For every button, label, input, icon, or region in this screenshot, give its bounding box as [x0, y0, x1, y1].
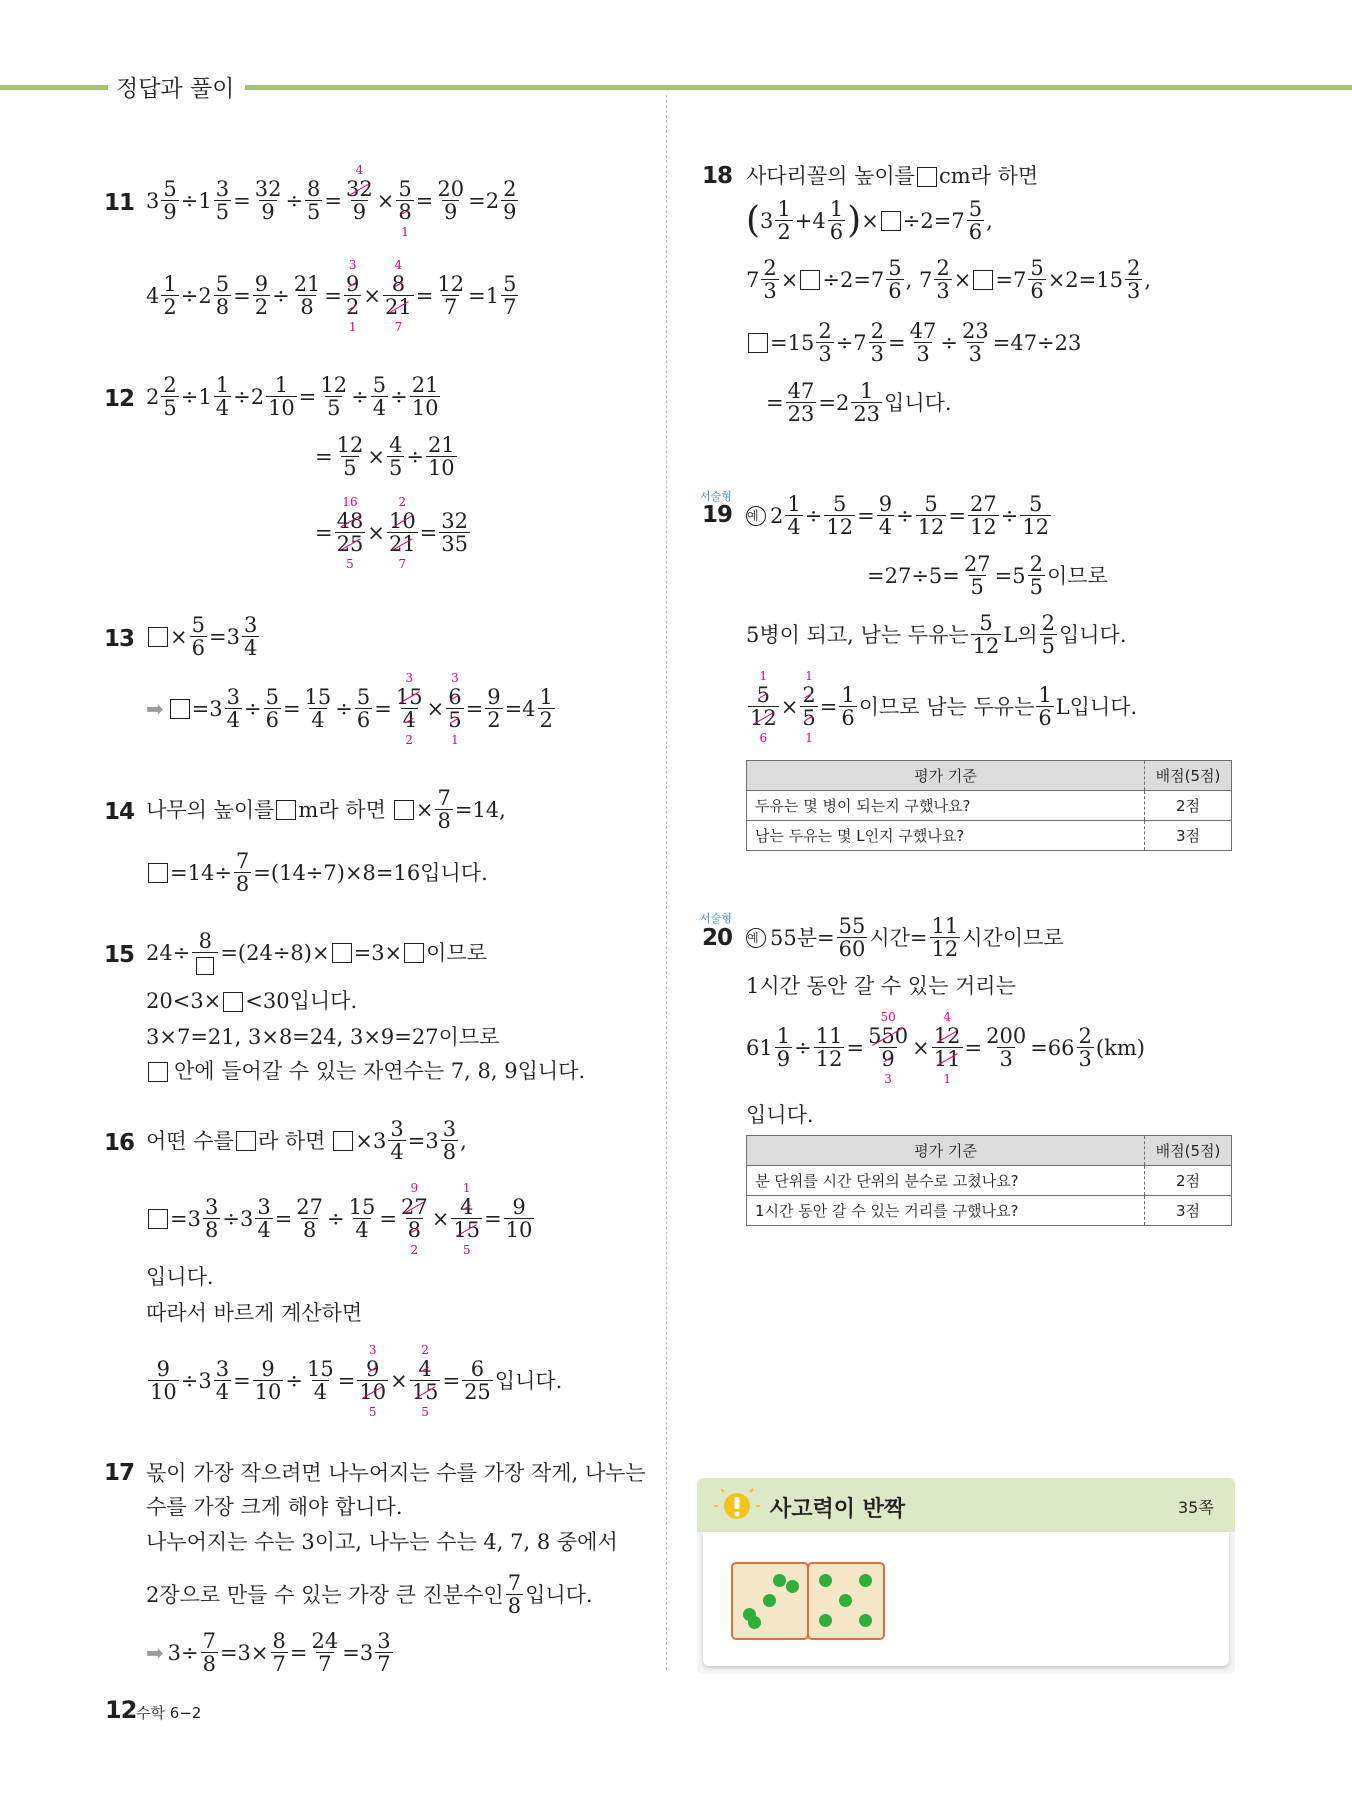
q20-line4: 입니다. [746, 1103, 814, 1127]
q20-line2: 1시간 동안 갈 수 있는 거리는 [746, 974, 1016, 998]
question-number-15: 15 [104, 942, 135, 968]
q15-line3: 3×7=21, 3×8=24, 3×9=27이므로 [146, 1025, 500, 1049]
essay-tag: 서술형 [700, 490, 732, 503]
rubric-header-score: 배점(5점) [1145, 761, 1232, 791]
question-number-16: 16 [104, 1130, 135, 1156]
rubric-score: 2점 [1145, 791, 1232, 821]
rubric-score: 3점 [1145, 1196, 1232, 1226]
q15-line4: 안에 들어갈 수 있는 자연수는 7, 8, 9입니다. [146, 1061, 585, 1082]
q17-line3: 나누어지는 수는 3이고, 나누는 수는 4, 7, 8 중에서 [146, 1530, 618, 1554]
question-number-18: 18 [702, 163, 733, 189]
q11-line1: 3 $\frac{5}{9}$ ÷1 $\frac{3}{5}$ = $\frac{32}{9}$ ÷ $\frac{8}{5}$ = 4 32 9 × 5 8 1 = $\frac{20}{9}$ =2 $\frac{2}{9}$ [146, 163, 517, 239]
q18-line2: ( 3 $\frac{1}{2}$ +4 $\frac{1}{6}$ ) × ÷2=7 $\frac{5}{6}$ , [746, 197, 993, 245]
q16-line3: 입니다. [146, 1265, 214, 1289]
question-number-20: 20 [702, 925, 733, 951]
q13-line1: × $\frac{5}{6}$ =3 $\frac{3}{4}$ [146, 614, 261, 660]
q12-line3: = 16 48 25 5 × 2 10 21 7 = $\frac{32}{35}$ [315, 495, 469, 571]
example-mark: 예 [746, 928, 766, 948]
q20-line3: 61 $\frac{1}{9}$ ÷ $\frac{11}{12}$ = 50 550 9 3 × 4 12 11 1 = $\frac{200}{3}$ =66 $\frac{2}{3}$ (km) [746, 1010, 1145, 1086]
q18-line4: =15 $\frac{2}{3}$ ÷7 $\frac{2}{3}$ = $\frac{47}{3}$ ÷ $\frac{23}{3}$ =47÷23 [746, 320, 1081, 366]
q18-line3: 7 $\frac{2}{3}$ × ÷2=7 $\frac{5}{6}$ , 7 $\frac{2}{3}$ × =7 $\frac{5}{6}$ ×2=15 $\frac{2}{3}$ , [746, 256, 1152, 304]
panel-page-ref: 35쪽 [1178, 1498, 1214, 1517]
q18-line1: 사다리꼴의 높이를 cm라 하면 [746, 164, 1039, 188]
q15-line1: 24÷ 8 =(24÷8)× =3× 이므로 [146, 930, 487, 976]
unknown-box [148, 627, 168, 647]
rubric-table-20 [746, 1135, 1232, 1226]
q14-line1: 나무의 높이를 m라 하면 × $\frac{7}{8}$ =14, [146, 786, 506, 834]
page-title: 정답과 풀이 [116, 76, 235, 102]
page-number: 12 [105, 1696, 137, 1724]
question-number-13: 13 [104, 626, 135, 652]
q16-line2: =3 $\frac{3}{8}$ ÷3 $\frac{3}{4}$ = $\frac{27}{8}$ ÷ $\frac{15}{4}$ = 9 27 8 2 × 1 4 15 5 = $\frac{9}{10}$ [146, 1196, 536, 1242]
rubric-score: 3점 [1145, 821, 1232, 851]
q19-line1: 예 2 $\frac{1}{4}$ ÷ $\frac{5}{12}$ = $\frac{9}{4}$ ÷ $\frac{5}{12}$ = $\frac{27}{12}$ ÷ $\frac{5}{12}$ [747, 492, 1050, 540]
q17-line4: 2장으로 만들 수 있는 가장 큰 진분수인 $\frac{7}{8}$ 입니다. [146, 1571, 593, 1619]
question-number-12: 12 [104, 386, 135, 412]
header-rule-left [0, 85, 108, 90]
die-five-icon [731, 1562, 809, 1640]
arrow-icon: ➡ [146, 696, 164, 721]
q12-line2: = $\frac{12}{5}$ × $\frac{4}{5}$ ÷ $\frac{21}{10}$ [315, 433, 455, 481]
rubric-header-criteria: 평가 기준 [747, 1136, 1145, 1166]
q19-line4: 1 5 12 6 × 1 2 5 1 = $\frac{1}{6}$ 이므로 남는 두유는 $\frac{1}{6}$ L입니다. [750, 669, 1138, 745]
q17-line5: ➡ 3÷ $\frac{7}{8}$ =3× $\frac{8}{7}$ = $\frac{24}{7}$ =3 $\frac{3}{7}$ [146, 1629, 391, 1677]
question-number-19: 19 [702, 502, 733, 528]
q16-line4: 따라서 바르게 계산하면 [146, 1301, 363, 1325]
panel-title: 사고력이 반짝 [770, 1497, 906, 1522]
rubric-row: 두유는 몇 병이 되는지 구했나요? [747, 791, 1145, 821]
q12-line1: 2 $\frac{2}{5}$ ÷1 $\frac{1}{4}$ ÷2 $\frac{1}{10}$ = $\frac{12}{5}$ ÷ $\frac{5}{4}$ ÷ $\frac{21}{10}$ [146, 373, 439, 421]
q19-line2: =27÷5= $\frac{27}{5}$ =5 $\frac{2}{5}$ 이므로 [867, 552, 1108, 600]
rubric-row: 남는 두유는 몇 L인지 구했나요? [747, 821, 1145, 851]
q16-line1: 어떤 수를 라 하면 ×3 $\frac{3}{4}$ =3 $\frac{3}{8}$ , [146, 1117, 467, 1165]
rubric-score: 2점 [1145, 1166, 1232, 1196]
essay-tag: 서술형 [700, 912, 732, 925]
q16-line5: $\frac{9}{10}$ ÷3 $\frac{3}{4}$ = $\frac{9}{10}$ ÷ $\frac{15}{4}$ = 3 9 10 5 × 2 4 15 5 = $\frac{6}{25}$ 입니다. [150, 1343, 563, 1419]
arrow-icon: ➡ [146, 1640, 164, 1665]
die-five-icon [807, 1562, 885, 1640]
q15-line2: 20<3× <30입니다. [146, 989, 358, 1013]
q20-line1: 예 55분= $\frac{55}{60}$ 시간= $\frac{11}{12}$ 시간이므로 [747, 914, 1064, 962]
question-number-11: 11 [104, 190, 135, 216]
rubric-row: 분 단위를 시간 단위의 분수로 고쳤나요? [747, 1166, 1145, 1196]
rubric-header-score: 배점(5점) [1145, 1136, 1232, 1166]
subject-label: 수학 6−2 [136, 1704, 202, 1722]
column-divider [666, 95, 667, 1670]
rubric-table-19 [746, 760, 1232, 851]
example-mark: 예 [746, 506, 766, 526]
rubric-header-criteria: 평가 기준 [747, 761, 1145, 791]
unknown-box [170, 699, 190, 719]
lightbulb-icon [712, 1484, 762, 1528]
rubric-row: 1시간 동안 갈 수 있는 거리를 구했나요? [747, 1196, 1145, 1226]
q17-line2: 수를 가장 크게 해야 합니다. [146, 1495, 403, 1519]
q17-line1: 몫이 가장 작으려면 나누어지는 수를 가장 작게, 나누는 [146, 1461, 646, 1485]
question-number-17: 17 [104, 1460, 135, 1486]
q18-line5: = $\frac{47}{23}$ =2 $\frac{1}{23}$ 입니다. [766, 379, 952, 427]
q14-line2: =14÷ $\frac{7}{8}$ =(14÷7)×8=16입니다. [146, 850, 488, 896]
q19-line3: 5병이 되고, 남는 두유는 $\frac{5}{12}$ L의 $\frac{2}{5}$ 입니다. [746, 611, 1127, 659]
question-number-14: 14 [104, 799, 135, 825]
q13-line2: ➡ =3 $\frac{3}{4}$ ÷ $\frac{5}{6}$ = $\frac{15}{4}$ ÷ $\frac{5}{6}$ = 3 15 4 2 × 3 6 5 1 = $\frac{9}{2}$ =4 $\frac{1}{2}$ [146, 671, 553, 747]
q11-line2: 4 $\frac{1}{2}$ ÷2 $\frac{5}{8}$ = $\frac{9}{2}$ ÷ $\frac{21}{8}$ = 3 9 2 1 × 4 8 21 7 = $\frac{12}{7}$ =1 $\frac{5}{7}$ [146, 258, 517, 334]
header-rule-right [245, 85, 1352, 90]
